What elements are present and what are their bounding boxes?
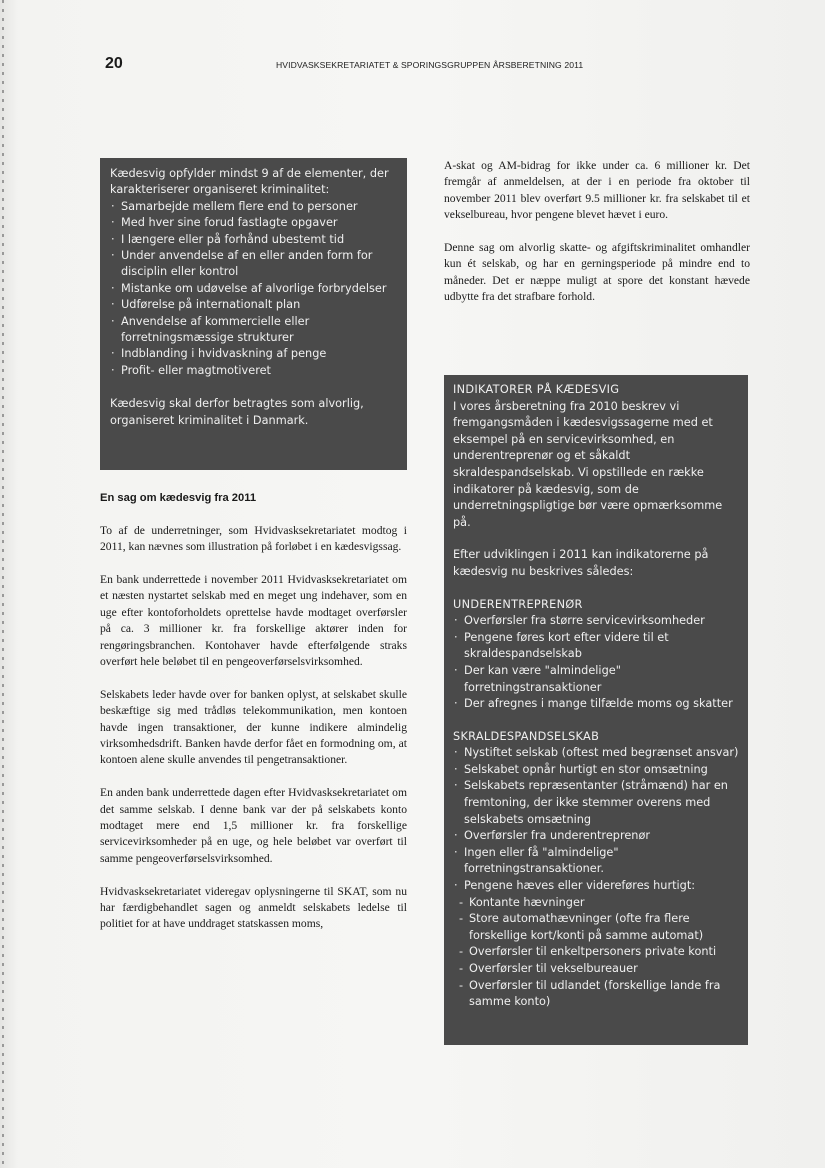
list-item: · Anvendelse af kommercielle eller forretningsmæssige strukturer <box>110 314 399 347</box>
list-item: · Profit- eller magtmotiveret <box>110 363 399 379</box>
running-header: HVIDVASKSEKRETARIATET & SPORINGSGRUPPEN ÅRSBERETNING 2011 <box>276 60 584 70</box>
elements-intro: Kædesvig opfylder mindst 9 af de elementer, der karakteriserer organiseret kriminalitet: <box>110 167 389 197</box>
list-item: · Mistanke om udøvelse af alvorlige forbrydelser <box>110 281 399 297</box>
page-number: 20 <box>105 55 123 72</box>
list-item: · Under anvendelse af en eller anden form for disciplin eller kontrol <box>110 248 399 281</box>
list-item: · Indblanding i hvidvaskning af penge <box>110 346 399 362</box>
list-item: · Der kan være "almindelige" forretningstransaktioner <box>453 663 740 696</box>
body-paragraph: En anden bank underrettede dagen efter Hvidvasksekretariatet om det samme selskab. I denne bank var der på selskabets konto modtaget mere end 1,5 millioner kr. fra forskellige servicevirksomheder på en uge, og hele beløbet var overført til samme pengeoverførselsvirksomhed. <box>100 786 407 865</box>
body-paragraph: Denne sag om alvorlig skatte- og afgiftskriminalitet omhandler kun ét selskab, og har en gerningsperiode på mindre end to måneder. Det er næppe muligt at spore det konstant hævede udbytte fra det strafbare forhold. <box>444 241 750 304</box>
body-paragraph: En bank underrettede i november 2011 Hvidvasksekretariatet om et næsten nystartet selskab med en meget ung indehaver, som en uge efter kontoforholdets oprettelse havde modtaget overførsler på ca. 3 millioner kr. fra forskellige aktører inden for rengøringsbranchen. Kontohaver havde efterfølgende straks overført hele beløbet til en pengeoverførselsvirksomhed. <box>100 573 407 669</box>
left-column <box>100 490 407 949</box>
list-item: · I længere eller på forhånd ubestemt tid <box>110 232 399 248</box>
case-subheading: En sag om kædesvig fra 2011 <box>100 492 257 504</box>
list-item: · Der afregnes i mange tilfælde moms og skatter <box>453 696 740 713</box>
elements-box <box>100 158 407 470</box>
elements-list <box>110 199 399 379</box>
elements-closing: Kædesvig skal derfor betragtes som alvorlig, organiseret kriminalitet i Danmark. <box>110 397 364 427</box>
sub-list-item: - Overførsler til udlandet (forskellige lande fra samme konto) <box>453 978 740 1011</box>
list-item: · Samarbejde mellem flere end to personer <box>110 199 399 215</box>
right-column <box>444 158 750 322</box>
list-item: · Overførsler fra underentreprenør <box>453 828 740 845</box>
list-item: · Nystiftet selskab (oftest med begrænset ansvar) <box>453 745 740 762</box>
list-item: · Med hver sine forud fastlagte opgaver <box>110 215 399 231</box>
body-paragraph: Selskabets leder havde over for banken oplyst, at selskabet skulle beskæftige sig med trådløs telekommunikation, men kontoen havde ingen transaktioner, der kunne indikere almindelig virksomhedsdrift. Banken havde derfor fået en formodning om, at kontoen alene skulle anvendes til pengetransaktioner. <box>100 687 407 767</box>
body-paragraph: Hvidvasksekretariatet videregav oplysningerne til SKAT, som nu har færdigbehandlet sagen og anmeldt selskabets ledelse til politiet for at have unddraget statskassen moms, <box>100 884 407 931</box>
list-item: · Pengene føres kort efter videre til et skraldespandselskab <box>453 630 740 663</box>
indicators-box <box>444 375 748 1045</box>
list-item: · Selskabets repræsentanter (stråmænd) har en fremtoning, der ikke stemmer overens med selskabets omsætning <box>453 778 740 828</box>
binding-edge <box>2 0 4 1168</box>
sub-list-item: - Kontante hævninger <box>453 895 740 912</box>
indicators-heading: INDIKATORER PÅ KÆDESVIG <box>453 383 620 396</box>
sub-list-item: - Overførsler til enkeltpersoners private konti <box>453 944 740 961</box>
underentreprenor-list <box>453 613 740 713</box>
body-paragraph: A-skat og AM-bidrag for ikke under ca. 6 millioner kr. Det fremgår af anmeldelsen, at der i en periode fra oktober til november 2011 blev overført 9.5 millioner kr. fra selskabet til et vekselbureau, hvor pengene blevet hævet i euro. <box>444 159 750 222</box>
list-item: · Selskabet opnår hurtigt en stor omsætning <box>453 762 740 779</box>
list-item: · Ingen eller få "almindelige" forretningstransaktioner. <box>453 845 740 878</box>
sub-list-item: - Overførsler til vekselbureauer <box>453 961 740 978</box>
section-heading-skraldespandselskab: SKRALDESPANDSELSKAB <box>453 729 600 743</box>
section-heading-underentreprenor: UNDERENTREPRENØR <box>453 597 583 611</box>
body-paragraph: To af de underretninger, som Hvidvasksekretariatet modtog i 2011, kan nævnes som illustration på forløbet i en kædesvigssag. <box>100 523 407 554</box>
list-item: · Pengene hæves eller videreføres hurtigt: <box>453 878 740 895</box>
list-item: · Udførelse på internationalt plan <box>110 297 399 313</box>
sub-list-item: - Store automathævninger (ofte fra flere forskellige kort/konti på samme automat) <box>453 911 740 944</box>
indicators-paragraph: I vores årsberetning fra 2010 beskrev vi fremgangsmåden i kædesvigssagerne med et eksempel på en servicevirksomhed, en underentreprenør og et såkaldt skraldespandselskab. Vi opstillede en række indikatorer på kædesvig, som de underretningspligtige bør være opmærksomme på. <box>453 399 723 529</box>
list-item: · Overførsler fra større servicevirksomheder <box>453 613 740 630</box>
indicators-paragraph: Efter udviklingen i 2011 kan indikatorerne på kædesvig nu beskrives således: <box>453 548 709 578</box>
skraldespandselskab-list <box>453 745 740 1011</box>
